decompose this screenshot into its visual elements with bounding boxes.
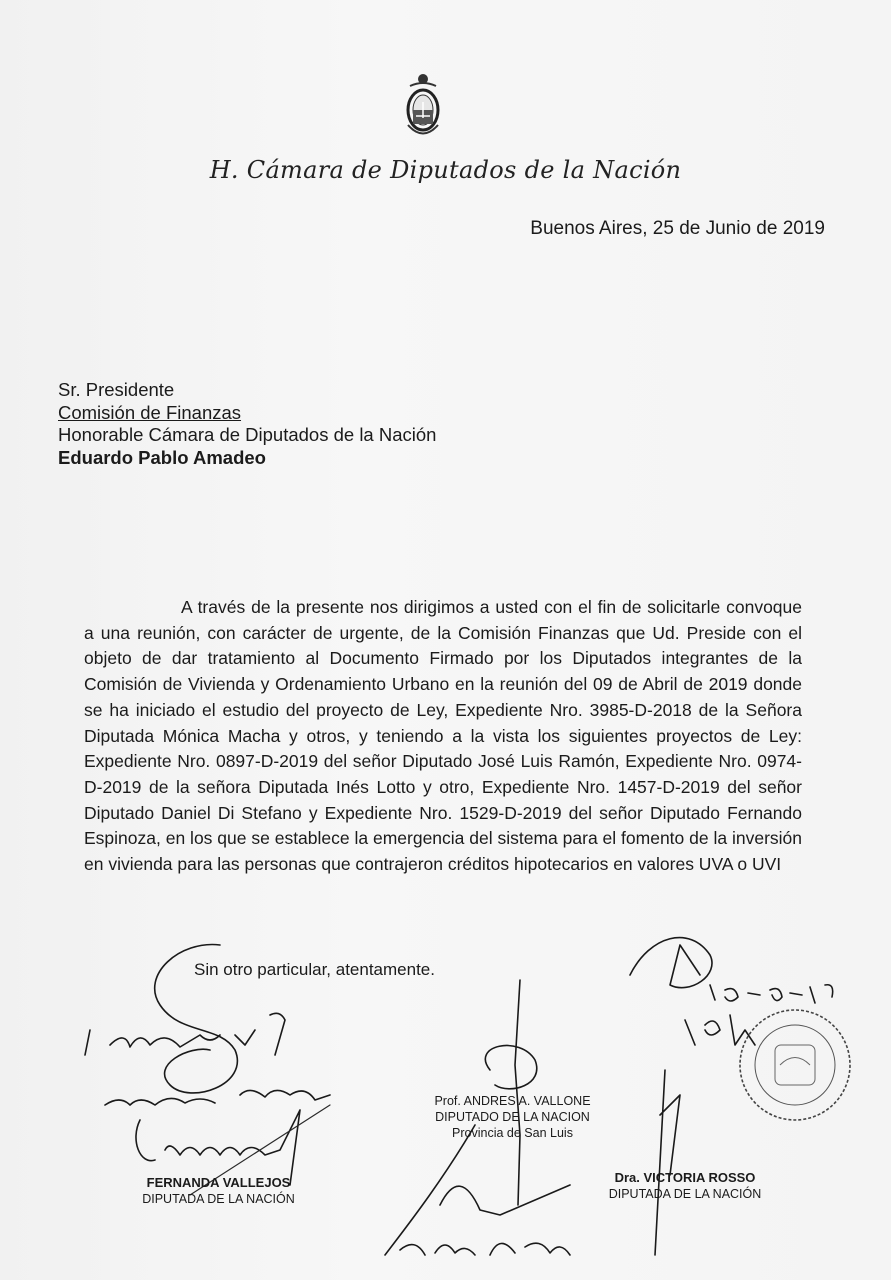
- signatory-name-1: FERNANDA VALLEJOS: [146, 1175, 291, 1190]
- stamp-vallejos: [136, 1175, 301, 1207]
- addressee-block: [58, 379, 436, 470]
- signatory-name-3: Dra. VICTORIA ROSSO: [614, 1170, 756, 1185]
- addressee-line-3: Honorable Cámara de Diputados de la Nación: [58, 424, 437, 446]
- stamp-vallone: [430, 1093, 595, 1141]
- signature-vallejos: [70, 935, 350, 1215]
- addressee-line-2: Comisión de Finanzas: [58, 401, 242, 423]
- signatory-title-2: DIPUTADO DE LA NACION: [435, 1110, 590, 1124]
- signatory-province-2: Provincia de San Luis: [452, 1126, 573, 1140]
- letterhead-title: H. Cámara de Diputados de la Nación: [209, 156, 682, 184]
- addressee-line-1: Sr. Presidente: [58, 379, 175, 400]
- closing-line: Sin otro particular, atentamente.: [194, 960, 435, 979]
- signatory-name-2: Prof. ANDRES A. VALLONE: [434, 1094, 591, 1108]
- signatory-title-1: DIPUTADA DE LA NACIÓN: [142, 1192, 295, 1206]
- date-line: Buenos Aires, 25 de Junio de 2019: [530, 218, 825, 239]
- reception-annotation: [680, 975, 860, 1145]
- coat-of-arms-icon: [402, 70, 444, 142]
- stamp-rosso: [600, 1170, 770, 1202]
- body-text: A través de la presente nos dirigimos a usted con el fin de solicitarle convoque a una reunión, con carácter de urgente, de la Comisión Finanzas que Ud. Preside con el objeto de dar tratamiento al Documento Firmado por los Diputados integrantes de la Comisión de Vivienda y Ordenamiento Urbano en la reunión del 09 de Abril de 2019 donde se ha iniciado el estudio del proyecto de Ley, Expediente Nro. 3985-D-2018 de la Señora Diputada Mónica Macha y otros, y teniendo a la vista los siguientes proyectos de Ley: Expediente Nro. 0897-D-2019 del señor Diputado José Luis Ramón, Expediente Nro. 0974-D-2019 de la señora Diputada Inés Lotto y otro, Expediente Nro. 1457-D-2019 del señor Diputado Daniel Di Stefano y Expediente Nro. 1529-D-2019 del señor Diputado Fernando Espinoza, en los que se establece la emergencia del sistema para el fomento de la inversión en vivienda para las personas que contrajeron créditos hipotecarios en valores UVA o UVI: [84, 597, 802, 875]
- signatory-title-3: DIPUTADA DE LA NACIÓN: [608, 1187, 762, 1201]
- addressee-line-4: Eduardo Pablo Amadeo: [58, 447, 266, 469]
- body-paragraph: [84, 595, 802, 878]
